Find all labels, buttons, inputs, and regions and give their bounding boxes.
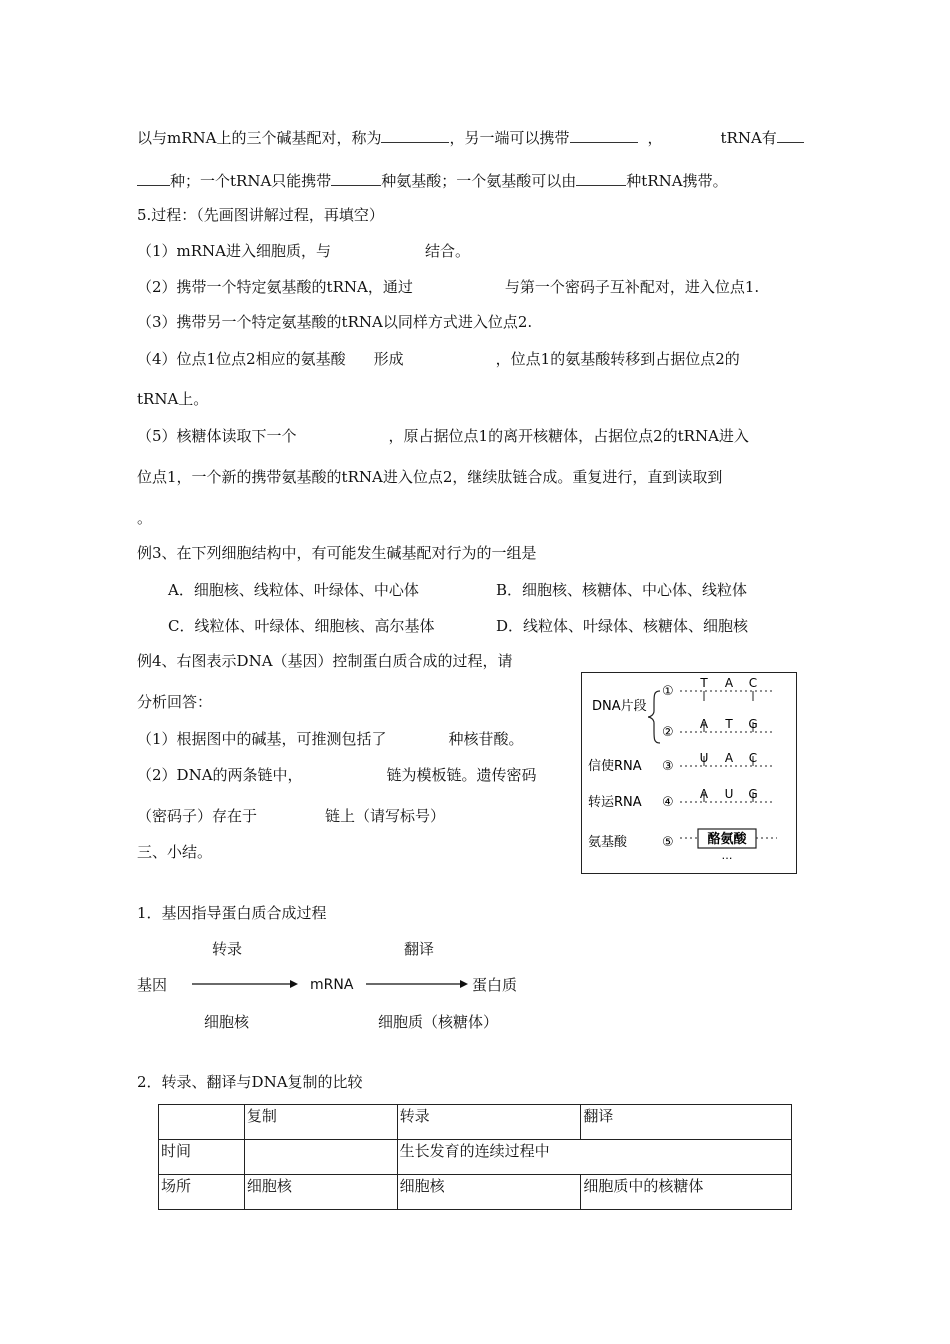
trna-line-1 [137,128,804,148]
marker-4: ④ [662,795,674,810]
process-step-5-end: 。 [137,509,153,527]
mrna-label: 信使RNA [588,759,642,774]
example-4-part-2 [137,765,537,785]
blank-one-amino[interactable] [331,185,381,186]
text: （5）核糖体读取下一个 [137,427,297,445]
table-row [159,1140,792,1175]
table-cell: 细胞核 [397,1175,581,1210]
example-3-question: 例3、在下列细胞结构中，有可能发生碱基配对行为的一组是 [137,544,537,562]
label-translation: 翻译 [404,940,435,958]
text: 以与mRNA上的三个碱基配对，称为 [137,129,382,147]
example-4-part-1 [137,729,524,749]
blank-anticodon[interactable] [381,142,449,143]
header-cell [159,1105,245,1140]
process-title: 5.过程：（先画图讲解过程，再填空） [137,206,384,224]
process-step-5-cont: 位点1，一个新的携带氨基酸的tRNA进入位点2，继续肽链合成。重复进行，直到读取到 [137,468,723,486]
arrow-translation-icon [364,976,470,992]
base-letter: A [724,751,734,765]
table-cell-merged: 生长发育的连续过程中 [397,1140,791,1175]
base-letter: T [700,676,708,690]
blank-trna-kinds-a[interactable] [777,142,804,143]
text: （密码子）存在于 [137,807,258,825]
header-cell: 转录 [397,1105,581,1140]
process-step-2 [137,277,759,297]
blank-many-trna[interactable] [576,185,626,186]
text: 结合。 [425,242,471,260]
brace-icon [648,691,660,743]
text: （1）根据图中的碱基，可推测包括了 [137,730,387,748]
base-letter: T [725,717,733,731]
example-3-option-b[interactable]: B．细胞核、核糖体、中心体、线粒体 [496,581,748,599]
label-gene: 基因 [137,976,168,994]
text: 种氨基酸；一个氨基酸可以由 [381,172,577,190]
text: 链上（请写标号） [325,807,446,825]
process-step-4-cont: tRNA上。 [137,390,209,408]
marker-5: ⑤ [662,835,674,850]
header-cell: 翻译 [581,1105,792,1140]
base-letter: U [724,787,734,801]
label-nucleus: 细胞核 [204,1013,250,1031]
trna-line-2 [137,171,728,191]
process-step-5 [137,426,749,446]
base-letter: C [748,676,758,690]
amino-acid-name: 酪氨酸 [707,832,747,847]
text: tRNA有 [720,129,777,147]
text: ， [647,129,663,147]
trna-label: 转运RNA [588,795,642,810]
process-step-4 [137,349,740,369]
header-cell: 复制 [244,1105,397,1140]
process-step-1 [137,241,470,261]
example-4-question: 例4、右图表示DNA（基因）控制蛋白质合成的过程，请 [137,652,513,670]
dna-label: DNA片段 [592,699,647,714]
dna-protein-diagram [581,672,797,874]
label-transcription: 转录 [212,940,243,958]
peptide-ellipsis: … [721,849,733,862]
base-letter: G [748,787,758,801]
text: （2）DNA的两条链中， [137,766,303,784]
text: 种tRNA携带。 [626,172,728,190]
text: （2）携带一个特定氨基酸的tRNA，通过 [137,278,413,296]
text: ，原占据位点1的离开核糖体，占据位点2的tRNA进入 [388,427,749,445]
blank-trna-kinds-b[interactable] [137,185,170,186]
text: ，另一端可以携带 [449,129,570,147]
summary-item-2: 2．转录、翻译与DNA复制的比较 [137,1073,363,1091]
example-3-option-c[interactable]: C．线粒体、叶绿体、细胞核、高尔基体 [168,617,435,635]
text: 种；一个tRNA只能携带 [170,172,332,190]
text: ，位点1的氨基酸转移到占据位点2的 [495,350,740,368]
label-protein: 蛋白质 [472,976,518,994]
text: （4）位点1位点2相应的氨基酸 [137,350,346,368]
base-letter: C [748,751,758,765]
base-letter: A [699,787,709,801]
base-letter: A [699,717,709,731]
label-cytoplasm: 细胞质（核糖体） [378,1013,499,1031]
text: 形成 [373,350,404,368]
text: 与第一个密码子互补配对，进入位点1. [504,278,760,296]
blank-carry[interactable] [570,142,638,143]
table-cell: 细胞核 [244,1175,397,1210]
table-cell: 细胞质中的核糖体 [581,1175,792,1210]
comparison-table [158,1104,792,1210]
row-label: 场所 [159,1175,245,1210]
label-mrna: mRNA [310,977,354,993]
marker-1: ① [662,684,674,699]
table-cell[interactable] [244,1140,397,1175]
example-3-option-d[interactable]: D．线粒体、叶绿体、核糖体、细胞核 [496,617,749,635]
summary-title: 三、小结。 [137,843,213,861]
arrow-transcription-icon [190,976,300,992]
base-letter: A [724,676,734,690]
table-row [159,1175,792,1210]
table-header-row [159,1105,792,1140]
amino-acid-label: 氨基酸 [588,835,628,850]
base-letter: U [699,751,709,765]
process-step-3: （3）携带另一个特定氨基酸的tRNA以同样方式进入位点2. [137,313,533,331]
marker-2: ② [662,725,674,740]
example-4-part-3 [137,806,445,826]
row-label: 时间 [159,1140,245,1175]
marker-3: ③ [662,759,674,774]
summary-item-1: 1．基因指导蛋白质合成过程 [137,904,327,922]
text: 种核苷酸。 [448,730,524,748]
base-letter: G [748,717,758,731]
example-3-option-a[interactable]: A．细胞核、线粒体、叶绿体、中心体 [168,581,419,599]
text: 链为模板链。遗传密码 [386,766,537,784]
example-4-question-cont: 分析回答： [137,693,213,711]
text: （1）mRNA进入细胞质，与 [137,242,332,260]
